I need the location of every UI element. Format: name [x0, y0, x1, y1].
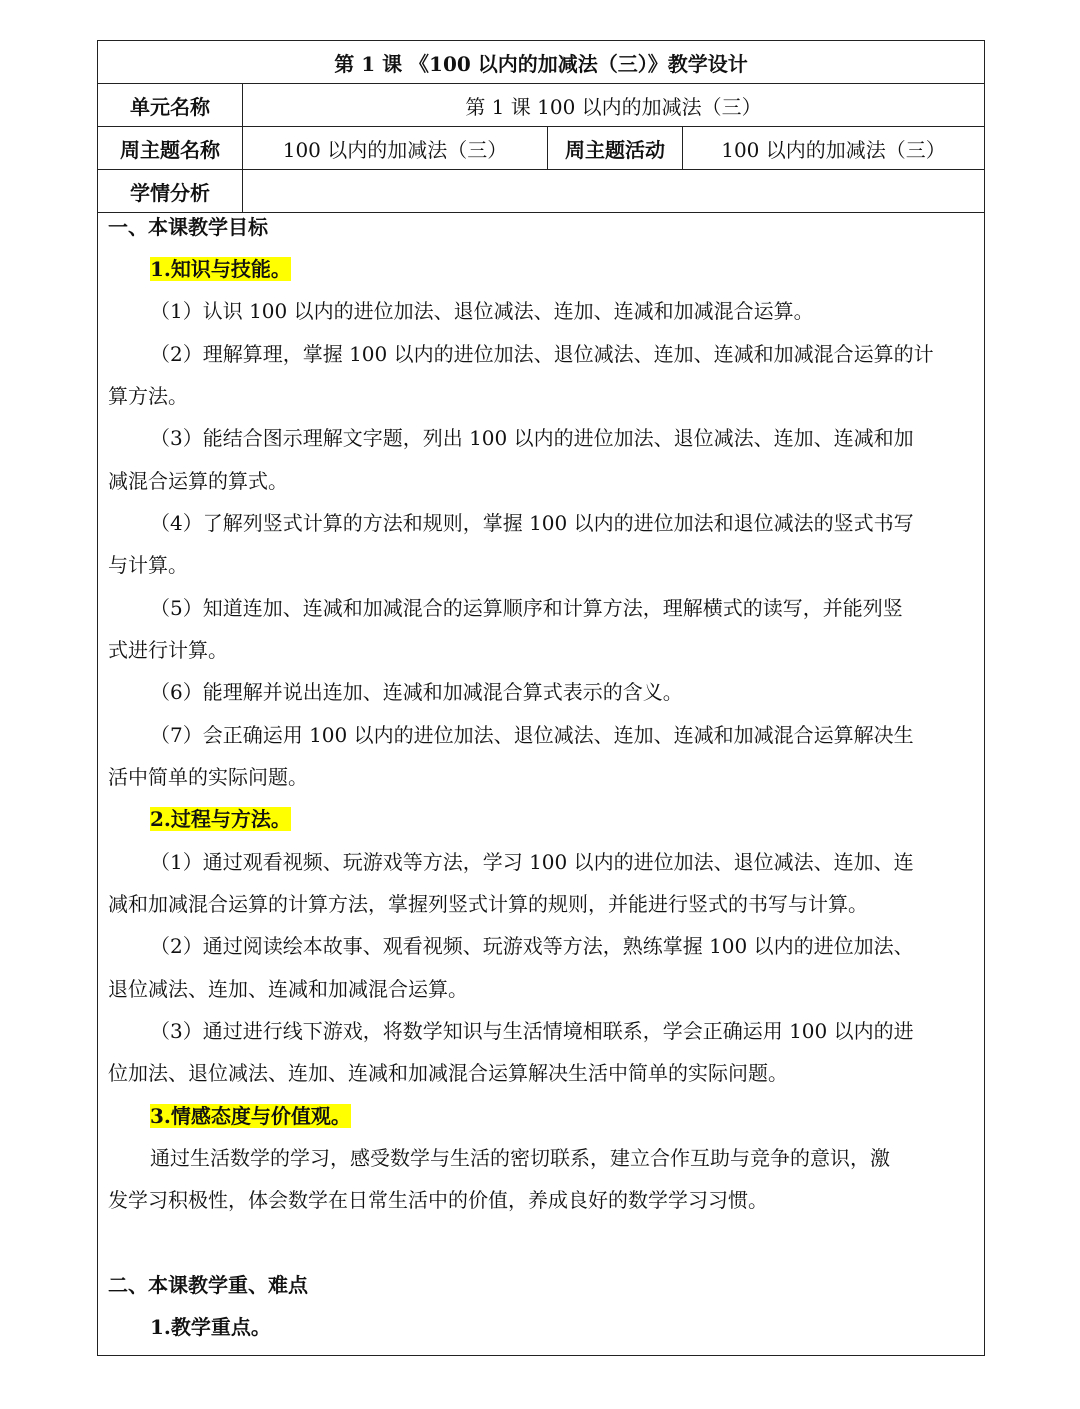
process-heading-wrap — [108, 805, 974, 833]
emotion-heading-wrap — [108, 1102, 974, 1130]
paragraph-line: （1）认识 100 以内的进位加法、退位减法、连加、连减和加减混合运算。 — [150, 299, 814, 323]
process-heading: 2.过程与方法。 — [150, 807, 291, 831]
paragraph-line: （2）通过阅读绘本故事、观看视频、玩游戏等方法，熟练掌握 100 以内的进位加法、 — [150, 934, 914, 958]
paragraph-line: 退位减法、连加、连减和加减混合运算。 — [108, 977, 468, 1001]
paragraph-line: （5）知道连加、连减和加减混合的运算顺序和计算方法，理解横式的读写，并能列竖 — [150, 596, 903, 620]
paragraph-line: 位加法、退位减法、连加、连减和加减混合运算解决生活中简单的实际问题。 — [108, 1061, 788, 1085]
key-point-heading: 1.教学重点。 — [150, 1315, 271, 1339]
knowledge-heading: 1.知识与技能。 — [150, 257, 291, 281]
knowledge-heading-wrap — [108, 255, 974, 283]
emotion-heading: 3.情感态度与价值观。 — [150, 1104, 351, 1128]
paragraph-line: 式进行计算。 — [108, 638, 228, 662]
objectives-content — [98, 212, 984, 1355]
analysis-row — [98, 170, 984, 213]
paragraph-line: （2）理解算理，掌握 100 以内的进位加法、退位减法、连加、连减和加减混合运算的计 — [150, 342, 934, 366]
analysis-value — [243, 170, 984, 212]
paragraph-line: （7）会正确运用 100 以内的进位加法、退位减法、连加、连减和加减混合运算解决生 — [150, 723, 914, 747]
paragraph-line: （3）通过进行线下游戏，将数学知识与生活情境相联系，学会正确运用 100 以内的进 — [150, 1019, 914, 1043]
unit-label: 单元名称 — [98, 84, 243, 126]
paragraph-line: 活中简单的实际问题。 — [108, 765, 308, 789]
paragraph-line: 减和加减混合运算的计算方法，掌握列竖式计算的规则，并能进行竖式的书写与计算。 — [108, 892, 868, 916]
unit-row — [98, 84, 984, 127]
analysis-label: 学情分析 — [98, 170, 243, 212]
paragraph-line: （1）通过观看视频、玩游戏等方法，学习 100 以内的进位加法、退位减法、连加、连 — [150, 850, 914, 874]
unit-value: 第 1 课 100 以内的加减法（三） — [465, 94, 762, 119]
week-activity-value: 100 以内的加减法（三） — [721, 137, 946, 162]
section-title-objectives: 一、本课教学目标 — [108, 215, 268, 239]
paragraph-line: 通过生活数学的学习，感受数学与生活的密切联系，建立合作互助与竞争的意识，激 — [150, 1146, 890, 1170]
lesson-plan-table — [97, 40, 985, 1356]
paragraph-line: 与计算。 — [108, 553, 188, 577]
paragraph-line: （4）了解列竖式计算的方法和规则，掌握 100 以内的进位加法和退位减法的竖式书写 — [150, 511, 914, 535]
section-title-key-points: 二、本课教学重、难点 — [108, 1273, 308, 1297]
week-activity-label: 周主题活动 — [548, 127, 683, 169]
paragraph-line: （3）能结合图示理解文字题，列出 100 以内的进位加法、退位减法、连加、连减和加 — [150, 426, 914, 450]
paragraph-line: 算方法。 — [108, 384, 188, 408]
week-theme-label: 周主题名称 — [98, 127, 243, 169]
document-title: 第 1 课 《100 以内的加减法（三）》教学设计 — [334, 51, 748, 76]
paragraph-line: （6）能理解并说出连加、连减和加减混合算式表示的含义。 — [150, 680, 683, 704]
paragraph-line: 发学习积极性，体会数学在日常生活中的价值，养成良好的数学学习习惯。 — [108, 1188, 768, 1212]
paragraph-line: 减混合运算的算式。 — [108, 469, 288, 493]
week-theme-value: 100 以内的加减法（三） — [243, 127, 548, 169]
title-row — [98, 41, 984, 84]
week-row — [98, 127, 984, 170]
